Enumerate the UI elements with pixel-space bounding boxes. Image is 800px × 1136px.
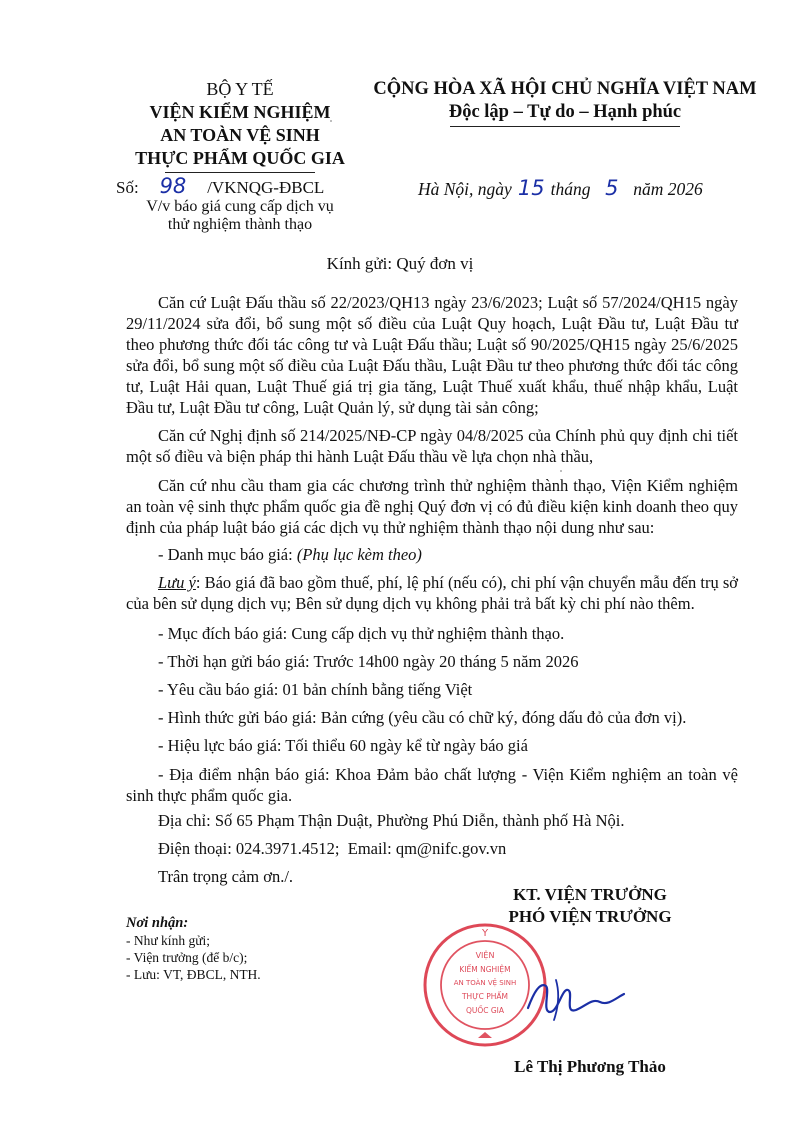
recipients-title: Nơi nhận [126,915,184,931]
item-validity: - Hiệu lực báo giá: Tối thiểu 60 ngày kể từ ngày báo giá [158,736,528,755]
date-line [418,176,703,200]
date-year: năm 2026 [633,179,703,199]
stamp-line5: QUỐC GIA [465,1006,505,1015]
paragraph-request: Căn cứ nhu cầu tham gia các chương trình thử nghiệm thành thạo, Viện Kiểm nghiệm an toàn vệ sinh thực phẩm quốc gia đề nghị Quý đơn vị có đủ điều kiện kinh doanh theo quy định của pháp luật báo giá các dịch vụ thử nghiệm thành thạo nội dung như sau: [126,476,738,537]
recipients-block: Nơi nhận: - Như kính gửi; - Viện trưởng (để b/c); - Lưu: VT, ĐBCL, NTH. [126,915,261,982]
item-catalog [158,545,758,565]
paragraph-legal-basis-1: Căn cứ Luật Đấu thầu số 22/2023/QH13 ngày 23/6/2023; Luật số 57/2024/QH15 ngày 29/11/2024 sửa đổi, bổ sung một số điều của Luật Quy hoạch, Luật Đầu tư, Luật Đầu tư theo phương thức đối tác công tư và Luật Đấu thầu; Luật số 90/2025/QH15 ngày 25/6/2025 sửa đổi, bổ sung một số điều của Luật Đấu thầu, Luật Đầu tư theo phương thức đối tác công tư, Luật Hải quan, Luật Thuế giá trị gia tăng, Luật Thuế xuất khẩu, thuế nhập khẩu, Luật Đầu tư, Luật Đầu tư công, Luật Quản lý, sử dụng tài sản công; [126,293,738,417]
item-requirement: - Yêu cầu báo giá: 01 bản chính bằng tiếng Việt [158,680,473,699]
item-contact: Điện thoại: 024.3971.4512; Email: qm@nifc.gov.vn [158,839,507,858]
recipient-line3: - Lưu: VT, ĐBCL, NTH. [126,967,261,982]
number-handwritten: 98 [159,174,187,198]
national-header [340,78,790,127]
stamp-line3: AN TOÀN VỆ SINH [453,979,517,987]
institute-name-line1: VIỆN KIỂM NGHIỆM [149,102,331,122]
country-name: CỘNG HÒA XÃ HỘI CHỦ NGHĨA VIỆT NAM [373,79,757,99]
stamp-line2: KIỂM NGHIỆM [459,965,511,974]
note-text: : Báo giá đã bao gồm thuế, phí, lệ phí (nếu có), chi phí vận chuyển mẫu đến trụ sở của bên sử dụng dịch vụ; Bên sử dụng dịch vụ không phải trả bất kỳ chi phí nào thêm. [126,573,739,613]
stamp-line1: VIỆN [475,951,495,960]
note-label: Lưu ý [158,573,196,592]
signer-role-1: KT. VIỆN TRƯỞNG [513,885,667,904]
item-note [126,572,738,614]
recipient-line2: - Viện trưởng (để b/c); [126,950,248,965]
date-prefix: Hà Nội, ngày [418,179,512,199]
signature-accent-stroke [554,980,558,1020]
national-motto: Độc lập – Tự do – Hạnh phúc [448,102,682,122]
item-method: - Hình thức gửi báo giá: Bản cứng (yêu cầu có chữ ký, đóng dấu đỏ của đơn vị). [158,708,687,727]
handwritten-signature [520,968,630,1028]
ministry-name: BỘ Y TẾ [206,79,274,99]
scan-speck [560,470,562,472]
number-suffix: /VKNQG-ĐBCL [207,178,325,197]
item-catalog-label: - Danh mục báo giá: [158,545,297,564]
date-month-handwritten: 5 [605,176,619,200]
subject-block [90,198,390,234]
greeting: Kính gửi: Quý đơn vị [326,254,474,273]
stamp-star-icon [478,1032,492,1038]
header-left-divider [165,172,315,173]
signer-name: Lê Thị Phương Thảo [514,1057,666,1076]
paragraph-legal-basis-2: Căn cứ Nghị định số 214/2025/NĐ-CP ngày 04/8/2025 của Chính phủ quy định chi tiết một số điều và biện pháp thi hành Luật Đấu thầu về lựa chọn nhà thầu, [126,426,738,466]
item-location: - Địa điểm nhận báo giá: Khoa Đảm bảo chất lượng - Viện Kiểm nghiệm an toàn vệ sinh thực phẩm quốc gia. [126,765,738,805]
stamp-line4: THỰC PHẨM [461,992,509,1001]
closing-remark: Trân trọng cảm ơn./. [158,867,294,886]
item-address: Địa chỉ: Số 65 Phạm Thận Duật, Phường Phú Diễn, thành phố Hà Nội. [158,811,625,830]
signer-role-2: PHÓ VIỆN TRƯỞNG [508,907,672,926]
institute-name-line3: THỰC PHẨM QUỐC GIA [135,148,345,168]
subject-line1: V/v báo giá cung cấp dịch vụ [146,198,334,215]
document-number [116,174,324,198]
signature-stroke [528,985,624,1012]
date-month-label: tháng [550,179,591,199]
item-purpose: - Mục đích báo giá: Cung cấp dịch vụ thử nghiệm thành thạo. [158,624,565,643]
number-prefix: Số: [116,178,139,197]
scan-speck [330,120,332,122]
recipient-line1: - Như kính gửi; [126,933,211,948]
stamp-ring-text: Y [481,928,489,939]
item-deadline: - Thời hạn gửi báo giá: Trước 14h00 ngày 20 tháng 5 năm 2026 [158,652,579,671]
motto-divider [450,126,680,127]
item-catalog-value: (Phụ lục kèm theo) [296,545,422,564]
date-day-handwritten: 15 [517,176,545,200]
institute-name-line2: AN TOÀN VỆ SINH [160,125,320,145]
subject-line2: thử nghiệm thành thạo [167,216,313,233]
